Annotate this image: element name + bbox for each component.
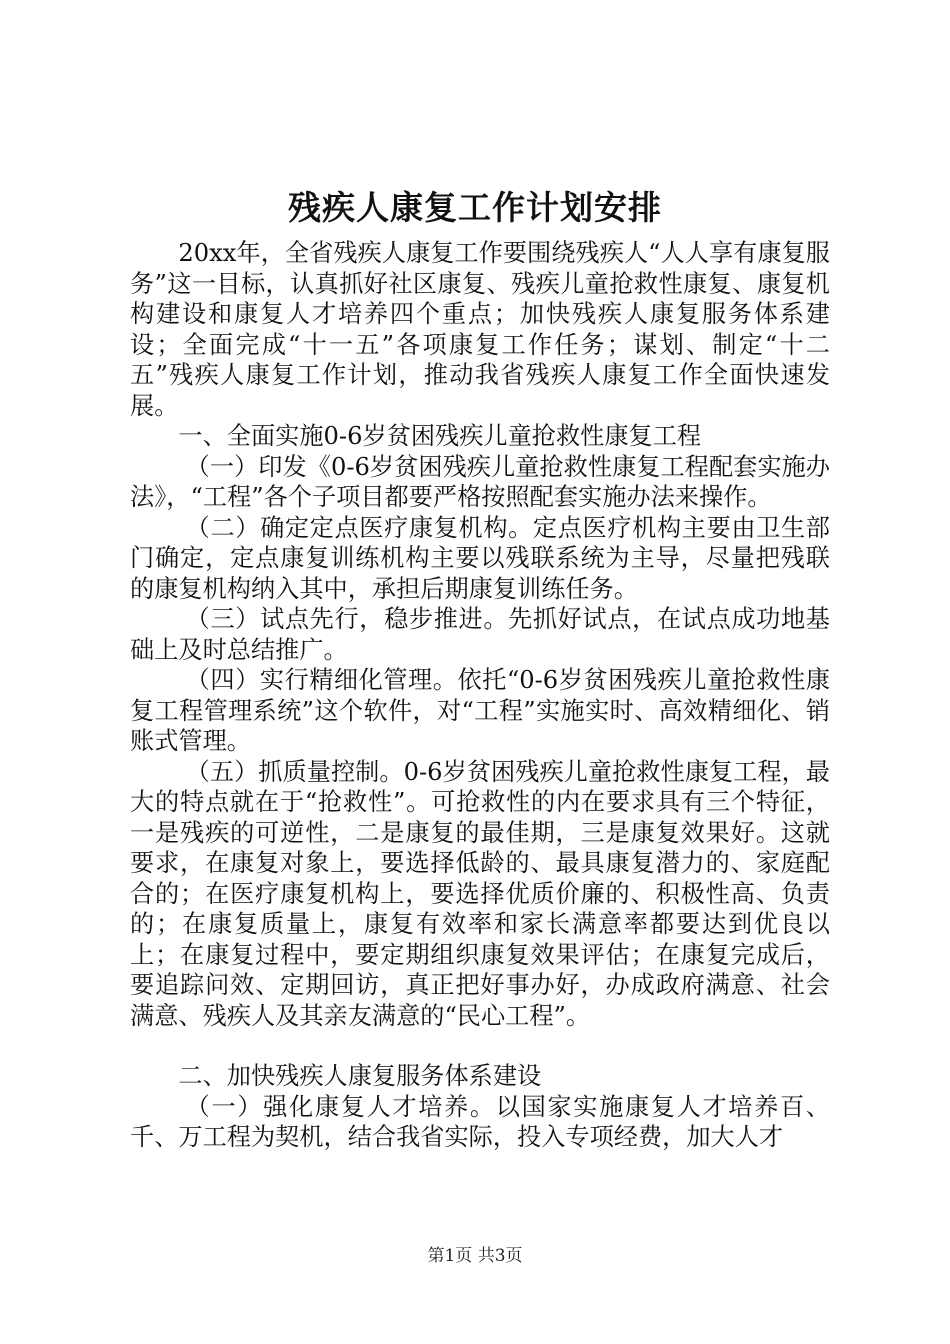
section-heading-2: 二、加快残疾人康复服务体系建设 — [178, 1062, 542, 1090]
intro-paragraph: 20xx年，全省残疾人康复工作要围绕残疾人“人人享有康复服务”这一目标，认真抓好社区康复、残疾儿童抢救性康复、康复机构建设和康复人才培养四个重点；加快残疾人康复服务体系建设；全面完成“十一五”各项康复工作任务；谋划、制定“十二五”残疾人康复工作计划，推动我省残疾人康复工作全面快速发展。 — [130, 239, 830, 420]
section-2-item-1: （一）强化康复人才培养。以国家实施康复人才培养百、千、万工程为契机，结合我省实际，投入专项经费，加大人才 — [130, 1092, 830, 1151]
section-1-item-1: （一）印发《0-6岁贫困残疾儿童抢救性康复工程配套实施办法》，“工程”各个子项目都要严格按照配套实施办法来操作。 — [130, 452, 830, 511]
page-footer: 第1页 共3页 — [427, 1246, 523, 1266]
paragraph-gap — [130, 1031, 830, 1061]
document-title: 残疾人康复工作计划安排 — [288, 188, 662, 227]
section-heading-1: 一、全面实施0-6岁贫困残疾儿童抢救性康复工程 — [178, 422, 702, 450]
section-1-item-4: （四）实行精细化管理。依托“0-6岁贫困残疾儿童抢救性康复工程管理系统”这个软件，对“工程”实施实时、高效精细化、销账式管理。 — [130, 666, 830, 755]
section-1-item-3: （三）试点先行，稳步推进。先抓好试点，在试点成功地基础上及时总结推广。 — [130, 605, 830, 664]
document-body — [130, 238, 830, 1153]
section-1-item-2: （二）确定定点医疗康复机构。定点医疗机构主要由卫生部门确定，定点康复训练机构主要以残联系统为主导，尽量把残联的康复机构纳入其中，承担后期康复训练任务。 — [130, 513, 830, 603]
section-1-item-5: （五）抓质量控制。0-6岁贫困残疾儿童抢救性康复工程，最大的特点就在于“抢救性”。可抢救性的内在要求具有三个特征，一是残疾的可逆性，二是康复的最佳期，三是康复效果好。这就要求，在康复对象上，要选择低龄的、最具康复潜力的、家庭配合的；在医疗康复机构上，要选择优质价廉的、积极性高、负责的；在康复质量上，康复有效率和家长满意率都要达到优良以上；在康复过程中，要定期组织康复效果评估；在康复完成后，要追踪问效、定期回访，真正把好事办好，办成政府满意、社会满意、残疾人及其亲友满意的“民心工程”。 — [130, 757, 830, 1030]
